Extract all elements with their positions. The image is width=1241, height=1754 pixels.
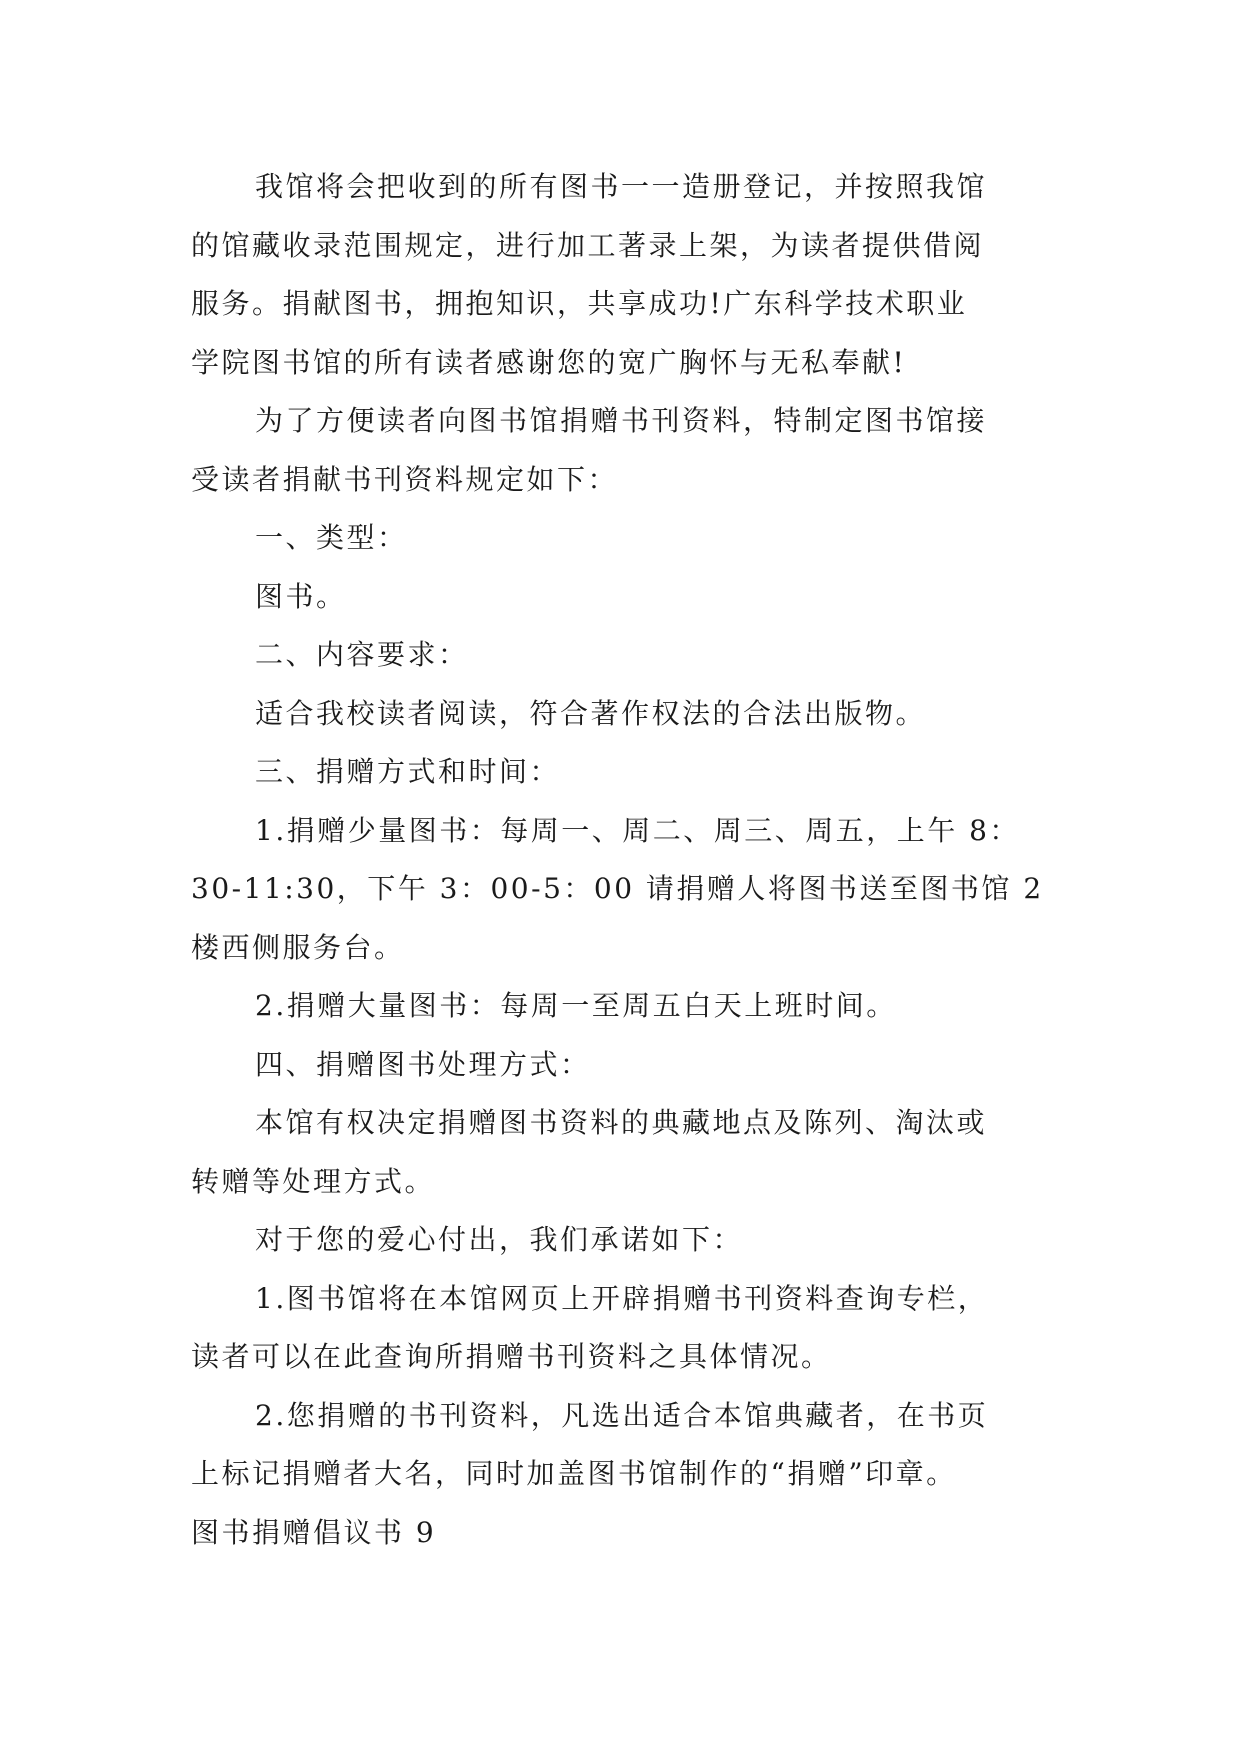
text-line-12: 1.捐赠少量图书：每周一、周二、周三、周五，上午 8： [255,813,1020,847]
section-heading-content: 二、内容要求： [255,638,469,671]
text-line-20: 1.图书馆将在本馆网页上开辟捐赠书刊资料查询专栏， [255,1281,989,1315]
text-line-8: 图书。 [255,579,347,613]
text-line-10: 适合我校读者阅读，符合著作权法的合法出版物。 [255,696,927,730]
text-line-17: 本馆有权决定捐赠图书资料的典藏地点及陈列、淘汰或 [255,1106,988,1139]
section-heading-type: 一、类型： [255,521,408,554]
text-line-22: 2.您捐赠的书刊资料，凡选出适合本馆典藏者，在书页 [255,1398,989,1432]
text-line-2: 的馆藏收录范围规定，进行加工著录上架，为读者提供借阅 [191,228,985,262]
text-line-18: 转赠等处理方式。 [191,1164,436,1198]
text-line-13: 30-11:30，下午 3：00-5：00 请捐赠人将图书送至图书馆 2 [191,872,1044,905]
text-line-14: 楼西侧服务台。 [191,930,405,964]
document-body [191,158,1051,1562]
text-line-3: 服务。捐献图书，拥抱知识，共享成功!广东科学技术职业 [191,287,968,320]
document-title-9: 图书捐赠倡议书 9 [191,1515,437,1549]
text-line-23: 上标记捐赠者大名，同时加盖图书馆制作的“捐赠”印章。 [191,1457,957,1490]
section-heading-handling: 四、捐赠图书处理方式： [255,1047,591,1081]
text-line-6: 受读者捐献书刊资料规定如下： [191,462,619,496]
section-heading-method: 三、捐赠方式和时间： [255,755,561,788]
text-line-5: 为了方便读者向图书馆捐赠书刊资料，特制定图书馆接 [255,404,988,437]
text-line-15: 2.捐赠大量图书：每周一至周五白天上班时间。 [255,989,897,1022]
text-line-21: 读者可以在此查询所捐赠书刊资料之具体情况。 [191,1340,832,1373]
text-line-1: 我馆将会把收到的所有图书一一造册登记，并按照我馆 [255,170,988,203]
text-line-4: 学院图书馆的所有读者感谢您的宽广胸怀与无私奉献! [191,345,907,379]
text-line-19: 对于您的爱心付出，我们承诺如下： [255,1223,744,1256]
